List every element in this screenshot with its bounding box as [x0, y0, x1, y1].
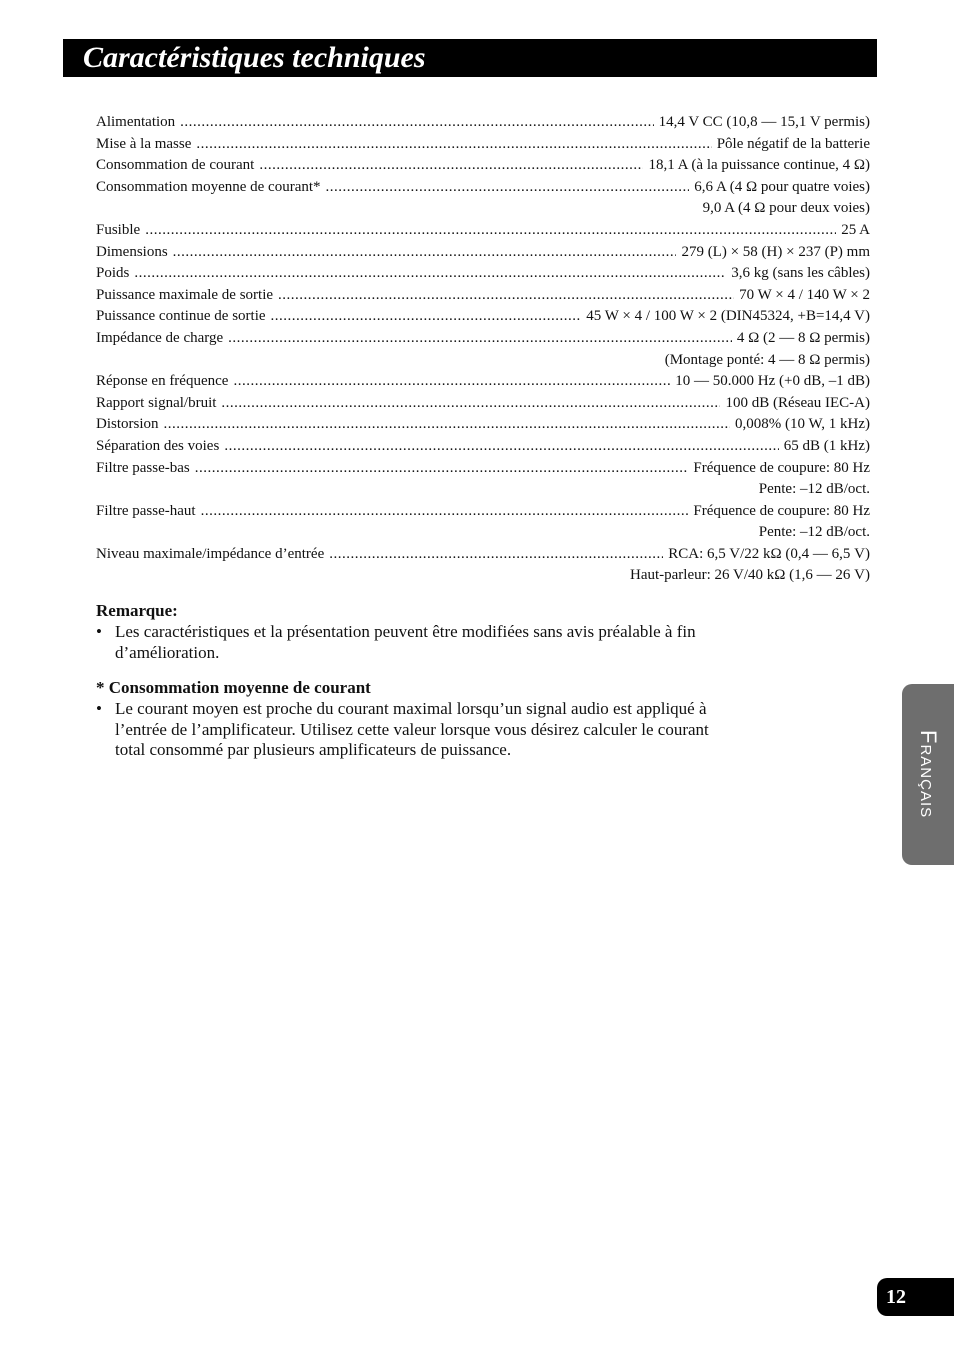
- spec-label: Niveau maximale/impédance d’entrée: [96, 545, 325, 562]
- spec-row-continuation: [96, 479, 870, 501]
- dot-leader: [201, 501, 689, 523]
- dot-leader: [196, 134, 711, 156]
- spec-row-continuation: [96, 565, 870, 587]
- spec-row: [96, 220, 870, 242]
- spec-row: [96, 436, 870, 458]
- spec-value: 3,6 kg (sans les câbles): [731, 265, 870, 282]
- spec-value: 25 A: [841, 221, 870, 238]
- spec-row: [96, 371, 870, 393]
- spec-label: Consommation de courant: [96, 157, 255, 174]
- spec-label: Rapport signal/bruit: [96, 394, 217, 411]
- spec-label: Filtre passe-haut: [96, 502, 196, 519]
- language-label: Français: [916, 730, 941, 819]
- spec-label: Puissance maximale de sortie: [96, 286, 274, 303]
- remark-heading: Remarque:: [96, 601, 178, 620]
- spec-label: Consommation moyenne de courant*: [96, 178, 321, 195]
- dot-leader: [164, 414, 730, 436]
- spec-value: 70 W × 4 / 140 W × 2: [739, 286, 870, 303]
- spec-value: 45 W × 4 / 100 W × 2 (DIN45324, +B=14,4 V): [586, 308, 870, 325]
- spec-label: Dimensions: [96, 243, 168, 260]
- spec-row: [96, 393, 870, 415]
- spec-row-continuation: [96, 522, 870, 544]
- dot-leader: [271, 306, 582, 328]
- spec-row-continuation: [96, 198, 870, 220]
- page-title: Caractéristiques techniques: [83, 41, 426, 74]
- spec-value: 18,1 A (à la puissance continue, 4 Ω): [648, 157, 870, 174]
- spec-row: [96, 112, 870, 134]
- spec-value: 10 — 50.000 Hz (+0 dB, –1 dB): [675, 373, 870, 390]
- spec-row: [96, 544, 870, 566]
- spec-value: Fréquence de coupure: 80 Hz: [693, 459, 870, 476]
- bullet-symbol: •: [96, 622, 102, 641]
- title-bar: [63, 39, 877, 77]
- spec-label: Mise à la masse: [96, 135, 192, 152]
- spec-label: Alimentation: [96, 114, 176, 130]
- dot-leader: [145, 220, 836, 242]
- spec-value: Fréquence de coupure: 80 Hz: [693, 502, 870, 519]
- remark-item: [96, 622, 736, 663]
- language-tab[interactable]: [902, 684, 954, 865]
- spec-label: Séparation des voies: [96, 437, 220, 454]
- spec-row: [96, 177, 870, 199]
- dot-leader: [326, 177, 690, 199]
- spec-value-continuation: Pente: –12 dB/oct.: [758, 524, 870, 541]
- dot-leader: [278, 285, 734, 307]
- spec-row: [96, 458, 870, 480]
- spec-value: 100 dB (Réseau IEC-A): [725, 394, 870, 411]
- dot-leader: [259, 155, 643, 177]
- dot-leader: [228, 328, 732, 350]
- spec-row: [96, 501, 870, 523]
- spec-row: [96, 285, 870, 307]
- spec-value: 279 (L) × 58 (H) × 237 (P) mm: [681, 243, 870, 260]
- notes-section: [96, 600, 736, 761]
- spec-row: [96, 155, 870, 177]
- dot-leader: [224, 436, 778, 458]
- spec-value: RCA: 6,5 V/22 kΩ (0,4 — 6,5 V): [668, 545, 870, 562]
- dot-leader: [134, 263, 726, 285]
- spec-row-continuation: [96, 350, 870, 372]
- spec-value-continuation: 9,0 A (4 Ω pour deux voies): [702, 200, 870, 217]
- spec-value: 14,4 V CC (10,8 — 15,1 V permis): [658, 114, 870, 130]
- dot-leader: [195, 458, 689, 480]
- page-number: 12: [886, 1285, 906, 1308]
- spec-value: Pôle négatif de la batterie: [716, 135, 870, 152]
- bullet-symbol: •: [96, 699, 102, 718]
- spec-row: [96, 134, 870, 156]
- spec-value-continuation: Haut-parleur: 26 V/40 kΩ (1,6 — 26 V): [630, 567, 870, 584]
- dot-leader: [173, 242, 677, 264]
- spec-value: 4 Ω (2 — 8 Ω permis): [736, 329, 870, 346]
- spec-row: [96, 263, 870, 285]
- consumption-item: [96, 699, 736, 761]
- spec-label: Poids: [96, 265, 130, 282]
- spec-value: 6,6 A (4 Ω pour quatre voies): [694, 178, 870, 195]
- dot-leader: [221, 393, 720, 415]
- spec-row: [96, 242, 870, 264]
- page-number-tab: [877, 1278, 954, 1316]
- spec-label: Fusible: [96, 221, 141, 238]
- spec-value-continuation: Pente: –12 dB/oct.: [758, 481, 870, 498]
- spec-label: Impédance de charge: [96, 329, 224, 346]
- dot-leader: [329, 544, 663, 566]
- spec-row: [96, 414, 870, 436]
- consumption-text: Le courant moyen est proche du courant maximal lorsqu’un signal audio est appliqué à l’entrée de l’amplificateur. Utilisez cette valeur lorsque vous désirez calculer le courant total consommé par plusieurs amplificateurs de puissance.: [115, 699, 709, 759]
- consumption-heading: * Consommation moyenne de courant: [96, 678, 371, 697]
- spec-list: [96, 112, 870, 587]
- spec-label: Réponse en fréquence: [96, 373, 229, 390]
- spec-label: Filtre passe-bas: [96, 459, 190, 476]
- spec-value-continuation: (Montage ponté: 4 — 8 Ω permis): [664, 351, 870, 368]
- spec-value: 0,008% (10 W, 1 kHz): [735, 416, 870, 433]
- spec-label: Puissance continue de sortie: [96, 308, 266, 325]
- remark-text: Les caractéristiques et la présentation peuvent être modifiées sans avis préalable à fin d’amélioration.: [115, 622, 696, 662]
- spec-label: Distorsion: [96, 416, 159, 433]
- spec-row: [96, 328, 870, 350]
- dot-leader: [233, 371, 670, 393]
- dot-leader: [180, 112, 653, 134]
- spec-row: [96, 306, 870, 328]
- spec-value: 65 dB (1 kHz): [783, 437, 870, 454]
